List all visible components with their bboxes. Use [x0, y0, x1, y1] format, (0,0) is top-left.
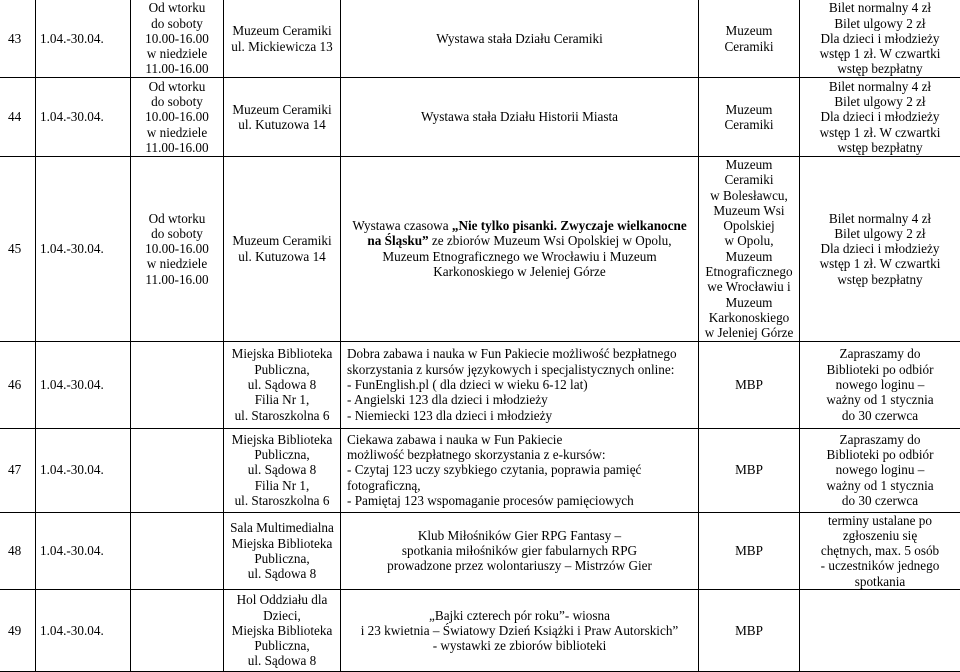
event-description: Wystawa stała Działu Historii Miasta [341, 78, 699, 157]
venue: Miejska Biblioteka Publiczna, ul. Sądowa 8 Filia Nr 1, ul. Staroszkolna 6 [224, 428, 341, 512]
venue: Muzeum Ceramiki ul. Kutuzowa 14 [224, 78, 341, 157]
venue: Sala Multimedialna Miejska Biblioteka Publiczna, ul. Sądowa 8 [224, 512, 341, 589]
table-row [0, 78, 960, 157]
event-description: Wystawa czasowa „Nie tylko pisanki. Zwyczaje wielkanocne na Śląsku” ze zbiorów Muzeum Wsi Opolskiej w Opolu, Muzeum Etnograficznego we Wrocławiu i Muzeum Karkonoskiego w Jeleniej Górze [341, 157, 699, 342]
event-description: Dobra zabawa i nauka w Fun Pakiecie możliwość bezpłatnego skorzystania z kursów językowych i specjalistycznych online: - FunEnglish.pl ( dla dzieci w wieku 6-12 lat) - Angielski 123 dla dzieci i młodzieży - Niemiecki 123 dla dzieci i młodzieży [341, 341, 699, 428]
venue: Hol Oddziału dla Dzieci, Miejska Biblioteka Publiczna, ul. Sądowa 8 [224, 590, 341, 672]
table-row [0, 512, 960, 589]
date-range: 1.04.-30.04. [36, 78, 131, 157]
table-row [0, 590, 960, 672]
opening-hours [131, 341, 224, 428]
date-range: 1.04.-30.04. [36, 341, 131, 428]
organizer: Muzeum Ceramiki w Bolesławcu, Muzeum Wsi Opolskiej w Opolu, Muzeum Etnograficznego we Wrocławiu i Muzeum Karkonoskiego w Jeleniej Górze [699, 157, 800, 342]
organizer: MBP [699, 428, 800, 512]
date-range: 1.04.-30.04. [36, 590, 131, 672]
venue: Miejska Biblioteka Publiczna, ul. Sądowa 8 Filia Nr 1, ul. Staroszkolna 6 [224, 341, 341, 428]
opening-hours: Od wtorku do soboty 10.00-16.00 w niedziele 11.00-16.00 [131, 78, 224, 157]
organizer: MBP [699, 512, 800, 589]
row-number: 48 [0, 512, 36, 589]
table-row [0, 157, 960, 342]
ticket-info: terminy ustalane po zgłoszeniu się chętnych, max. 5 osób - uczestników jednego spotkania [800, 512, 960, 589]
organizer: Muzeum Ceramiki [699, 0, 800, 78]
event-description: Wystawa stała Działu Ceramiki [341, 0, 699, 78]
ticket-info: Bilet normalny 4 zł Bilet ulgowy 2 zł Dla dzieci i młodzieży wstęp 1 zł. W czwartki wstęp bezpłatny [800, 157, 960, 342]
row-number: 49 [0, 590, 36, 672]
opening-hours [131, 512, 224, 589]
organizer: MBP [699, 341, 800, 428]
table-row [0, 341, 960, 428]
date-range: 1.04.-30.04. [36, 512, 131, 589]
ticket-info: Bilet normalny 4 zł Bilet ulgowy 2 zł Dla dzieci i młodzieży wstęp 1 zł. W czwartki wstęp bezpłatny [800, 78, 960, 157]
venue: Muzeum Ceramiki ul. Mickiewicza 13 [224, 0, 341, 78]
event-description: Ciekawa zabawa i nauka w Fun Pakiecie możliwość bezpłatnego skorzystania z e-kursów: - Czytaj 123 uczy szybkiego czytania, poprawia pamięć fotograficzną, - Pamiętaj 123 wspomaganie procesów pamięciowych [341, 428, 699, 512]
row-number: 44 [0, 78, 36, 157]
date-range: 1.04.-30.04. [36, 428, 131, 512]
venue: Muzeum Ceramiki ul. Kutuzowa 14 [224, 157, 341, 342]
row-number: 43 [0, 0, 36, 78]
date-range: 1.04.-30.04. [36, 0, 131, 78]
row-number: 46 [0, 341, 36, 428]
row-number: 47 [0, 428, 36, 512]
ticket-info: Zapraszamy do Biblioteki po odbiór nowego loginu – ważny od 1 stycznia do 30 czerwca [800, 341, 960, 428]
opening-hours: Od wtorku do soboty 10.00-16.00 w niedziele 11.00-16.00 [131, 157, 224, 342]
opening-hours [131, 428, 224, 512]
organizer: MBP [699, 590, 800, 672]
opening-hours [131, 590, 224, 672]
ticket-info [800, 590, 960, 672]
event-description: „Bajki czterech pór roku”- wiosna i 23 kwietnia – Światowy Dzień Książki i Praw Autorskich” - wystawki ze zbiorów biblioteki [341, 590, 699, 672]
opening-hours: Od wtorku do soboty 10.00-16.00 w niedziele 11.00-16.00 [131, 0, 224, 78]
ticket-info: Zapraszamy do Biblioteki po odbiór nowego loginu – ważny od 1 stycznia do 30 czerwca [800, 428, 960, 512]
event-description: Klub Miłośników Gier RPG Fantasy – spotkania miłośników gier fabularnych RPG prowadzone przez wolontariuszy – Mistrzów Gier [341, 512, 699, 589]
table-row [0, 0, 960, 78]
organizer: Muzeum Ceramiki [699, 78, 800, 157]
row-number: 45 [0, 157, 36, 342]
ticket-info: Bilet normalny 4 zł Bilet ulgowy 2 zł Dla dzieci i młodzieży wstęp 1 zł. W czwartki wstęp bezpłatny [800, 0, 960, 78]
table-row [0, 428, 960, 512]
date-range: 1.04.-30.04. [36, 157, 131, 342]
